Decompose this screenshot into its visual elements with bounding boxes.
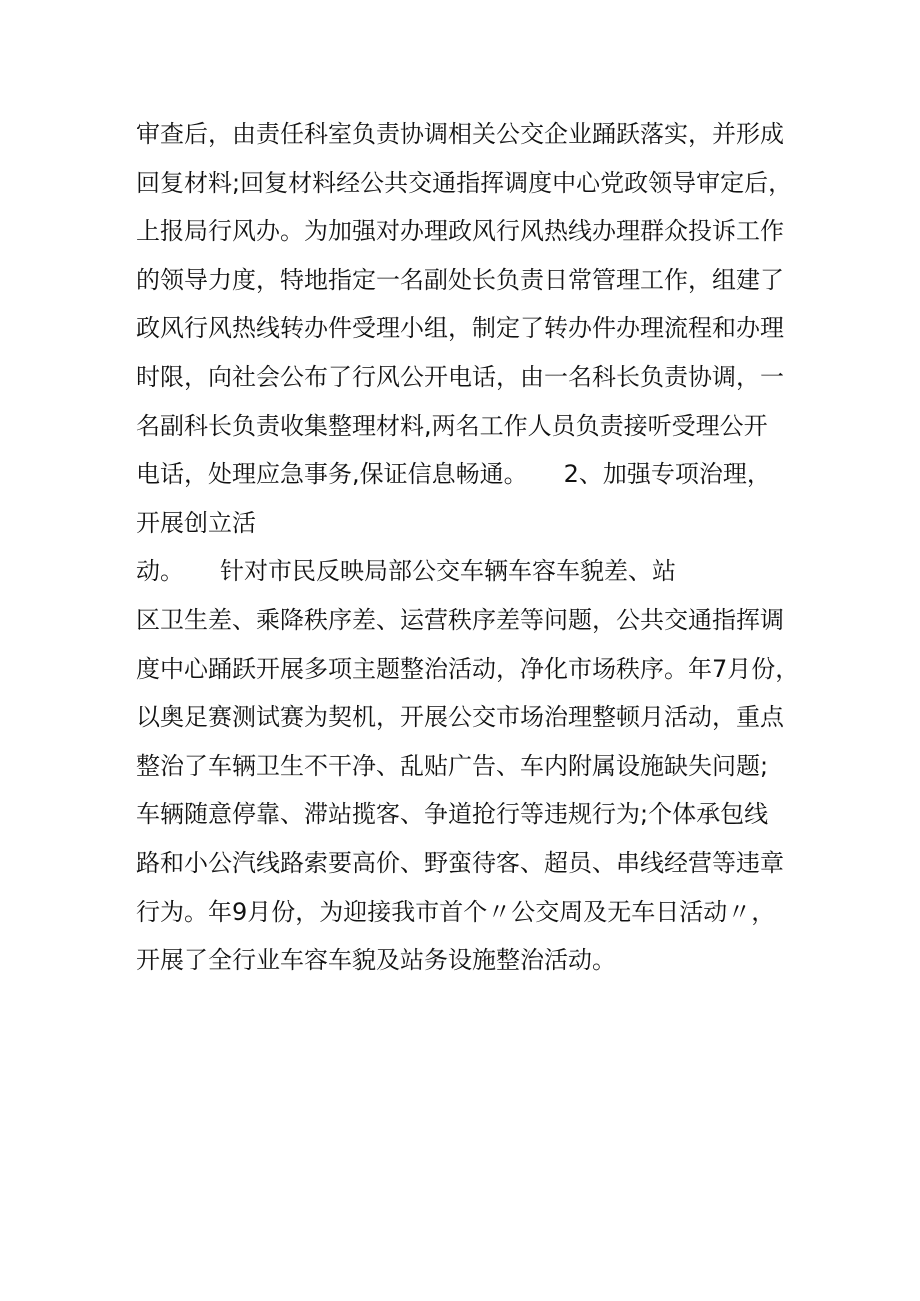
text-line: 路和小公汽线路索要高价、野蛮待客、超员、串线经营等违章 [136,848,784,877]
body-text [136,110,816,985]
text-line: 整治了车辆卫生不干净、乱贴广告、车内附属设施缺失问题; [136,751,769,780]
text-line: 政风行风热线转办件受理小组，制定了转办件办理流程和办理 [136,314,784,343]
text-line: 上报局行风办。为加强对办理政风行风热线办理群众投诉工作 [136,217,784,246]
text-line: 车辆随意停靠、滞站揽客、争道抢行等违规行为;个体承包线 [136,800,769,829]
text-line: 电话，处理应急事务,保证信息畅通。 2、加强专项治理， [136,460,771,489]
text-line: 的领导力度，特地指定一名副处长负责日常管理工作，组建了 [136,265,784,294]
text-line: 动。 针对市民反映局部公交车辆车容车貌差、站 [136,557,676,586]
text-line: 时限，向社会公布了行风公开电话，由一名科长负责协调，一 [136,362,784,391]
text-line: 开展了全行业车容车貌及站务设施整治活动。 [136,946,616,975]
text-line: 回复材料;回复材料经公共交通指挥调度中心党政领导审定后， [136,168,793,197]
text-line: 度中心踊跃开展多项主题整治活动，净化市场秩序。年7月份， [136,654,800,683]
text-line: 开展创立活 [136,508,256,537]
text-line: 名副科长负责收集整理材料,两名工作人员负责接听受理公开 [136,411,768,440]
text-line: 以奥足赛测试赛为契机，开展公交市场治理整顿月活动，重点 [136,703,784,732]
text-line: 区卫生差、乘降秩序差、运营秩序差等问题，公共交通指挥调 [136,605,784,634]
text-line: 行为。年9月份，为迎接我市首个〃公交周及无车日活动〃， [136,897,776,926]
text-line: 审查后，由责任科室负责协调相关公交企业踊跃落实，并形成 [136,120,784,148]
